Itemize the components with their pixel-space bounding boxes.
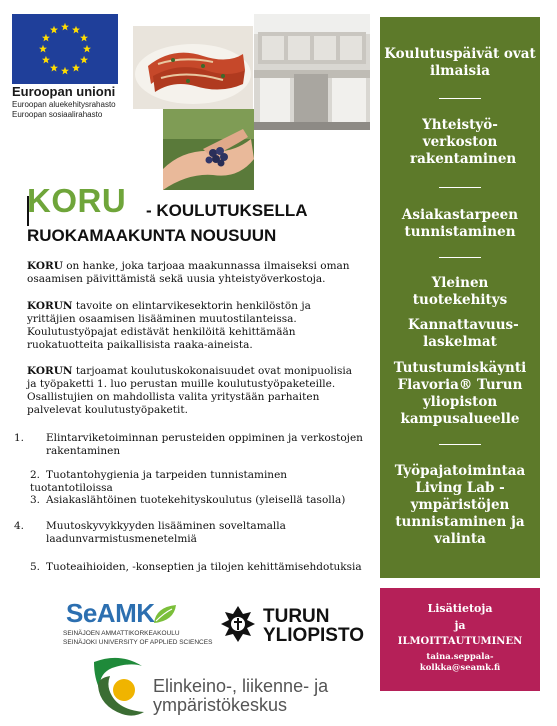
turun-line2: YLIOPISTO xyxy=(263,625,365,646)
list-item-1: 1. Elintarviketoiminnan perusteiden oppiminen ja verkostojen rakentaminen xyxy=(14,432,363,457)
eu-star-icon xyxy=(72,64,80,72)
benefit-living-lab: Työpajatoimintaa Living Lab -ympäristöjen tunnistaminen ja valinta xyxy=(394,463,526,547)
benefit-free: Koulutuspäivät ovat ilmaisia xyxy=(384,46,536,79)
paragraph-goal: KORUN tavoite on elintarvikesektorin henkilöstön ja yrittäjien osaamisen lisääminen muutostilanteissa. Koulutustyöpajat edistävät henkilöitä kehittämään ruokatuotteita paikallisista raaka-aineista. xyxy=(27,300,311,351)
contact-line1: Lisätietoja xyxy=(427,602,493,615)
eu-star-icon xyxy=(61,23,69,31)
eu-star-icon xyxy=(80,56,88,64)
seamk-leaf-icon xyxy=(152,603,178,629)
title-rest: - KOULUTUKSELLA xyxy=(146,201,308,220)
contact-line3: ILMOITTAUTUMINEN xyxy=(397,636,523,647)
list-item-2: 2. Tuotantohygienia ja tarpeiden tunnistaminen tuotantotiloissa xyxy=(30,469,288,494)
paragraph-offer: KORUN tarjoamat koulutuskokonaisuudet ovat monipuolisia ja työpaketti 1. luo perustan muille koulutustyöpaketeille. Osallistujien on mahdollista valita yritystään parhaiten palvelevat koulutustyöpaketit. xyxy=(27,365,353,416)
benefit-profitability: Kannattavuus-laskelmat xyxy=(408,317,519,350)
food-photo xyxy=(133,26,253,109)
eu-star-icon xyxy=(72,26,80,34)
eu-logo-title: Euroopan unioni xyxy=(12,84,116,99)
seamk-sub1: SEINÄJOEN AMMATTIKORKEAKOULU xyxy=(63,630,180,637)
separator xyxy=(439,444,481,445)
separator xyxy=(439,187,481,188)
eu-star-icon xyxy=(50,26,58,34)
eu-flag-logo xyxy=(12,14,118,84)
list-item-4: 4. Muutoskyvykkyyden lisääminen soveltamalla laadunvarmistusmenetelmiä xyxy=(14,520,286,545)
separator xyxy=(439,98,481,99)
ely-line2: ympäristökeskus xyxy=(153,695,288,715)
eu-star-icon xyxy=(83,45,91,53)
benefit-visit: Tutustumiskäynti Flavoria® Turun yliopiston kampusalueelle xyxy=(393,360,527,427)
eu-star-icon xyxy=(61,67,69,75)
title-line2: RUOKAMAAKUNTA NOUSUUN xyxy=(27,226,277,245)
list-item-3: 3. Asiakaslähtöinen tuotekehityskoulutus (yleisellä tasolla) xyxy=(30,494,346,506)
koru-title: KORU xyxy=(27,182,127,219)
contact-line2: ja xyxy=(454,619,466,632)
berries-hand-photo xyxy=(163,109,254,190)
turun-yliopisto-emblem-icon xyxy=(219,604,257,648)
eu-star-icon xyxy=(50,64,58,72)
lab-photo xyxy=(254,14,370,130)
seamk-sub2: SEINÄJOKI UNIVERSITY OF APPLIED SCIENCES xyxy=(63,639,213,646)
separator xyxy=(439,257,481,258)
list-item-5: 5. Tuoteaihioiden, -konseptien ja tilojen kehittämisehdotuksia xyxy=(30,561,362,573)
ely-logo-icon xyxy=(90,656,146,722)
turun-line1: TURUN xyxy=(263,606,330,627)
paragraph-intro: KORU on hanke, joka tarjoaa maakunnassa ilmaiseksi oman osaamisen päivittämistä sekä uusia yhteistyöverkostoja. xyxy=(27,260,350,285)
benefits-panel xyxy=(380,17,540,578)
eu-logo-line1: Euroopan aluekehitysrahasto xyxy=(12,100,116,109)
eu-star-icon xyxy=(39,45,47,53)
benefit-product-dev: Yleinen tuotekehitys xyxy=(412,275,508,308)
contact-email-line2[interactable]: kolkka@seamk.fi xyxy=(419,663,501,673)
ely-line1: Elinkeino-, liikenne- ja xyxy=(153,676,329,696)
eu-star-icon xyxy=(42,56,50,64)
eu-logo-line2: Euroopan sosiaalirahasto xyxy=(12,110,103,119)
seamk-logo: SeAMK xyxy=(66,598,155,628)
benefit-network: Yhteistyö-verkoston rakentaminen xyxy=(410,117,517,167)
benefit-customer-needs: Asiakastarpeen tunnistaminen xyxy=(401,207,519,240)
contact-panel xyxy=(380,588,540,691)
eu-stars-icon xyxy=(12,14,118,84)
contact-email-line1[interactable]: taina.seppala- xyxy=(426,652,494,662)
eu-star-icon xyxy=(80,34,88,42)
eu-star-icon xyxy=(42,34,50,42)
